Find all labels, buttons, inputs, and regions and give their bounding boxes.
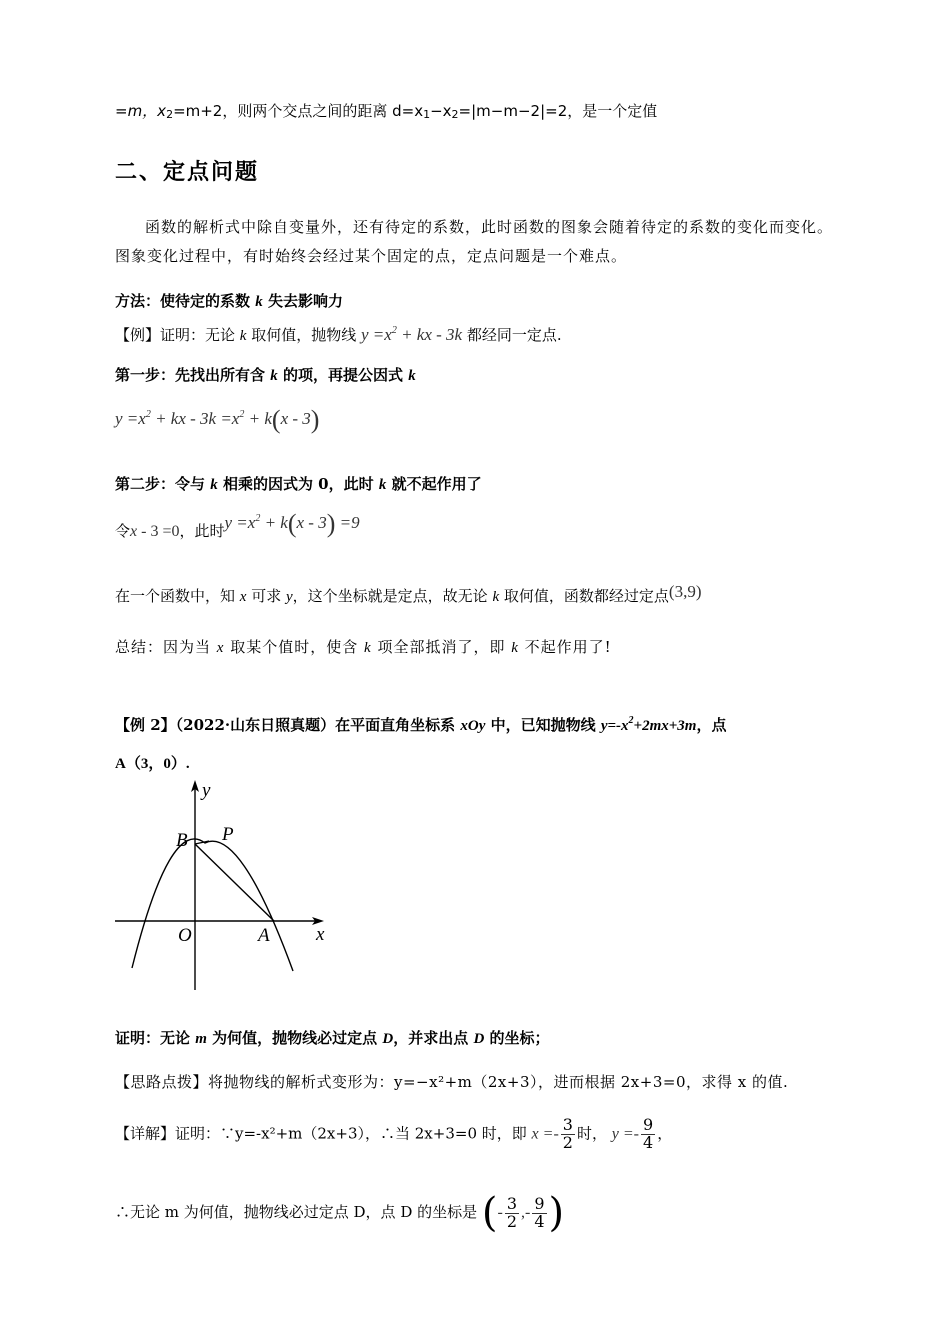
y-equation: y =- — [611, 1125, 639, 1143]
label-x: x — [316, 924, 325, 945]
text-seg: ，并求出点 — [393, 1029, 474, 1047]
var-d: D — [382, 1031, 394, 1047]
frac-den: 4 — [534, 1211, 545, 1231]
frac-num: 3 — [562, 1115, 573, 1134]
text-seg: 不起作用了! — [518, 638, 612, 656]
summary-line — [115, 636, 612, 657]
left-paren: ( — [481, 1190, 498, 1236]
text-seg: 【例 2】（2022·山东日照真题）在平面直角坐标系 — [115, 716, 461, 734]
frac-den: 2 — [562, 1132, 573, 1152]
text-seg: 取某个值时，使含 — [224, 638, 364, 656]
var-k: k — [255, 294, 263, 310]
text-seg: 都经同一定点. — [462, 326, 562, 344]
var-x: x — [239, 589, 247, 605]
text-seg: =|m−m−2|=2，是一个定值 — [458, 102, 658, 120]
text-seg: 为何值，抛物线必过定点 — [206, 1029, 383, 1047]
text-seg: ∴无论 m 为何值，抛物线必过定点 D，点 D 的坐标是 — [115, 1203, 478, 1221]
parabola-graph — [112, 778, 342, 993]
question-line — [115, 1027, 550, 1048]
formula-parabola: $y =x^2$ + kx - 3k — [361, 325, 463, 344]
text-seg: 【详解】证明：∵y=-x²+m（2x+3），∴当 2x+3=0 时，即 — [115, 1124, 527, 1143]
fixed-point: (3,9) — [668, 582, 702, 601]
conclusion-line — [115, 582, 702, 606]
var-k: k — [492, 589, 500, 605]
var-x: x — [216, 640, 225, 656]
text-seg: 在一个函数中，知 — [115, 587, 240, 605]
x-equation: x =- — [531, 1125, 559, 1143]
right-paren: ) — [548, 1190, 565, 1236]
label-b: B — [176, 830, 188, 851]
var-k: k — [511, 640, 519, 656]
fraction-9-4 — [641, 1117, 655, 1152]
text-seg: =m，x — [115, 102, 167, 120]
label-a: A — [258, 925, 270, 946]
label-o: O — [178, 925, 192, 946]
fraction-d-x — [505, 1193, 519, 1231]
text-seg: 失去影响力 — [262, 292, 343, 310]
text-seg: 取何值，函数都经过定点 — [499, 587, 669, 605]
var-k: k — [364, 640, 372, 656]
frac-num: 3 — [506, 1193, 518, 1213]
text-seg: ，这个坐标就是定点，故无论 — [292, 587, 493, 605]
var-d: D — [473, 1031, 485, 1047]
frac-num: 9 — [534, 1193, 545, 1213]
text-seg: 时， — [576, 1124, 607, 1143]
step1-formula: $y =x^2$ + kx - $3k =x^2 + k(x - 3)$ — [115, 405, 320, 434]
subscript: 1 — [423, 108, 431, 121]
var-m: m — [195, 1031, 207, 1047]
text-seg: 项全部抵消了，即 — [371, 638, 512, 656]
text-seg: 方法：使待定的系数 — [115, 292, 256, 310]
text-seg: =m+2，则两个交点之间的距离 d=x — [173, 102, 424, 120]
hint-line: 【思路点拨】将抛物线的解析式变形为：y=−x²+m（2x+3），进而根据 2x+3=0，求得 x 的值. — [115, 1073, 789, 1091]
section-title: 二、定点问题 — [115, 160, 260, 185]
var-k: k — [239, 328, 247, 344]
text-seg: ，点 — [696, 716, 727, 734]
fraction-d-y — [532, 1193, 546, 1231]
text-seg: 第一步：先找出所有含 — [115, 366, 271, 384]
text-seg: 令 — [115, 521, 131, 540]
text-seg: 证明：无论 — [115, 1029, 196, 1047]
label-p: P — [222, 824, 234, 845]
var-y: y — [286, 589, 293, 605]
text-seg: 总结：因为当 — [115, 638, 217, 656]
var-xoy: xOy — [460, 718, 486, 734]
solution-line — [115, 1117, 672, 1152]
text-seg: ， — [657, 1124, 673, 1143]
segment-ba — [195, 844, 274, 921]
step1-heading — [115, 364, 416, 385]
subscript: 2 — [166, 108, 174, 121]
intro-paragraph: 函数的解析式中除自变量外，还有待定的系数，此时函数的图象会随着待定的系数的变化而变化。图象变化过程中，有时始终会经过某个固定的点，定点问题是一个难点。 — [115, 218, 834, 265]
frac-den: 4 — [643, 1132, 654, 1152]
text-seg: 相乘的因式为 0，此时 — [217, 475, 379, 493]
var-k: k — [378, 477, 387, 493]
frac-num: 9 — [643, 1115, 654, 1134]
text-seg: 取何值，抛物线 — [246, 326, 357, 344]
var-k: k — [210, 477, 218, 493]
top-line — [115, 100, 657, 121]
final-line: ∴无论 m 为何值，抛物线必过定点 D，点 D 的坐标是 (- $\frac{3}{2}$ ,- $\frac{9}{4}$ ) — [115, 1190, 565, 1236]
text-seg: ，此时 — [179, 521, 225, 540]
method-heading — [115, 290, 343, 311]
parabola-curve — [132, 839, 293, 971]
example1 — [115, 324, 562, 345]
formula-parabola2: $y=-x^2+2mx+3m$ — [600, 715, 697, 734]
text-seg: 的坐标； — [484, 1029, 550, 1047]
text-seg: 第二步：令与 — [115, 475, 211, 493]
example2-line1 — [115, 714, 726, 735]
example2-line2: A（3，0）. — [115, 756, 190, 772]
step2-formula: $y =x^2 + k(x - 3) =9$ — [224, 509, 360, 538]
text-seg: 的项，再提公因式 — [277, 366, 409, 384]
text-seg: 中，已知抛物线 — [485, 716, 601, 734]
step2-heading — [115, 473, 482, 494]
var-k: k — [270, 368, 278, 384]
frac-den: 2 — [506, 1211, 518, 1231]
var-k: k — [408, 368, 416, 384]
label-y: y — [202, 780, 211, 801]
fraction-3-2 — [561, 1117, 575, 1152]
text-seg: −x — [430, 102, 452, 120]
step2-line: 令x - 3 =0，此时$y =x^2 + k(x - 3) =9$ — [115, 509, 360, 540]
text-seg: 就不起作用了 — [386, 475, 482, 493]
subscript: 2 — [451, 108, 459, 121]
text-seg: 【例】证明：无论 — [115, 326, 240, 344]
text-seg: 可求 — [246, 587, 286, 605]
